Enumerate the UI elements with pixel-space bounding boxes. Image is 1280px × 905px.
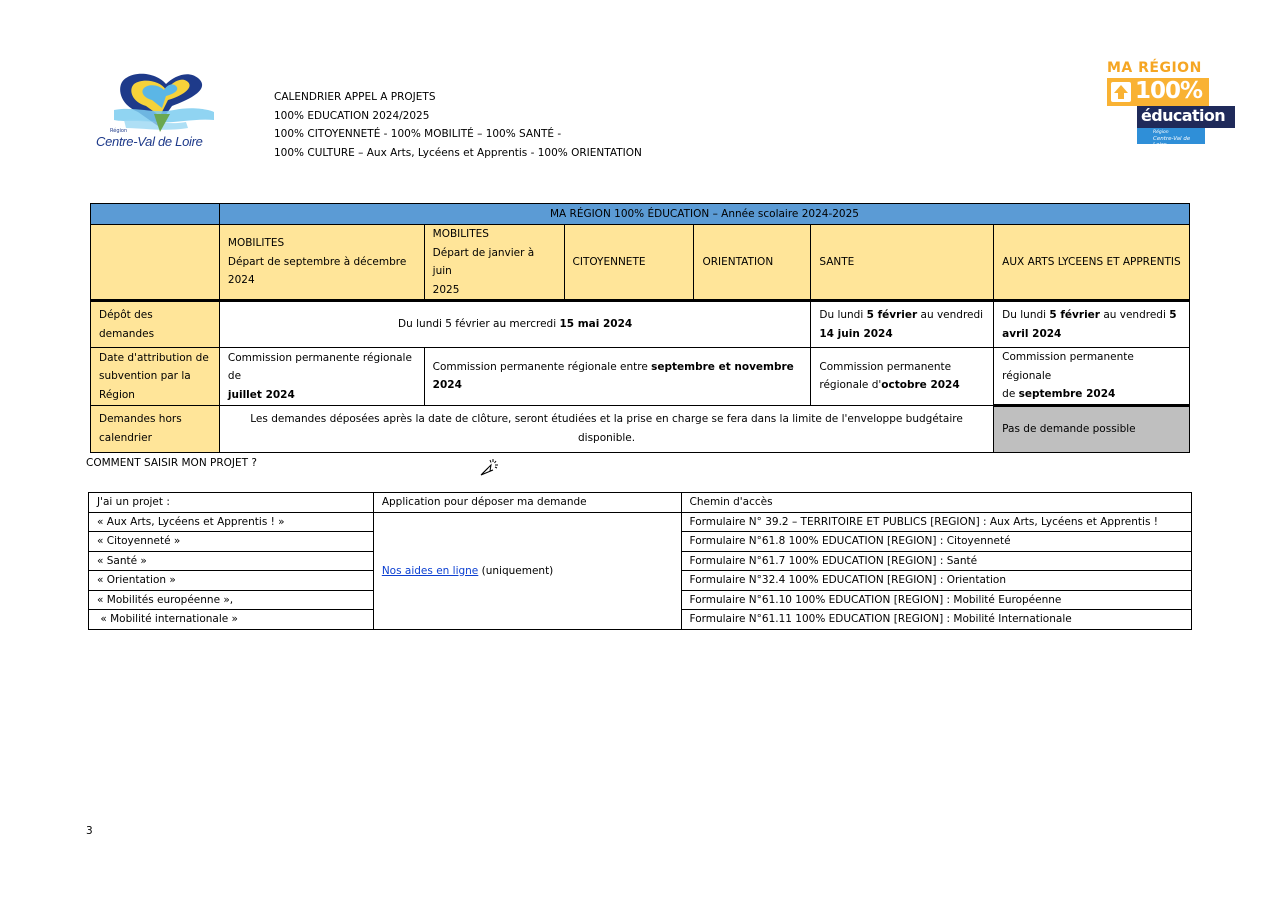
application-cell	[373, 512, 681, 629]
calendar-title-row	[91, 204, 1190, 225]
saisir-title: COMMENT SAISIR MON PROJET ?	[86, 457, 257, 469]
calendar-header-row	[91, 225, 1190, 301]
logo-education-block	[1137, 106, 1235, 128]
row-hors-calendrier	[91, 405, 1190, 452]
logo-region-name: Centre-Val de Loire	[96, 134, 203, 149]
header-line-1: CALENDRIER APPEL A PROJETS	[274, 91, 436, 103]
hors-arts-text: Pas de demande possible	[994, 405, 1190, 452]
header-projet: J'ai un projet :	[89, 493, 374, 513]
depot-arts-dates: Du lundi 5 février au vendredi 5 avril 2024	[994, 301, 1190, 348]
arrow-up-icon	[1111, 82, 1131, 102]
table-row	[89, 512, 1192, 532]
logo-region-label: Région	[110, 128, 128, 134]
document-header	[274, 88, 642, 162]
heart-logo-icon	[114, 70, 214, 136]
column-mobilites-jan: MOBILITES Départ de janvier à juin 2025	[424, 225, 564, 301]
calendar-header-empty	[91, 225, 220, 301]
chemin-cell: Formulaire N°32.4 100% EDUCATION [REGION] : Orientation	[681, 571, 1191, 591]
logo-ma-region: MA RÉGION	[1107, 60, 1202, 76]
attribution-sante: Commission permanente régionale d'octobre 2024	[811, 348, 994, 406]
depot-sante-dates: Du lundi 5 février au vendredi 14 juin 2024	[811, 301, 994, 348]
header-line-4: 100% CULTURE – Aux Arts, Lycéens et Apprentis - 100% ORIENTATION	[274, 146, 642, 159]
chemin-cell: Formulaire N°61.7 100% EDUCATION [REGION] : Santé	[681, 551, 1191, 571]
nos-aides-link[interactable]: Nos aides en ligne	[381, 564, 479, 577]
ma-region-education-logo	[1104, 60, 1236, 150]
depot-main-dates: Du lundi 5 février au mercredi 15 mai 2024	[219, 301, 810, 348]
projet-cell: « Orientation »	[89, 571, 374, 591]
chemin-cell: Formulaire N°61.8 100% EDUCATION [REGION] : Citoyenneté	[681, 532, 1191, 552]
column-sante: SANTE	[811, 225, 994, 301]
row-label-depot: Dépôt des demandes	[91, 301, 220, 348]
attribution-mobilites-sept: Commission permanente régionale de juillet 2024	[219, 348, 424, 406]
header-chemin: Chemin d'accès	[681, 493, 1191, 513]
projects-table	[88, 492, 1192, 630]
column-orientation: ORIENTATION	[694, 225, 811, 301]
logo-percent: 100%	[1135, 78, 1203, 104]
logo-region-strip	[1137, 128, 1205, 148]
column-citoyennete: CITOYENNETE	[564, 225, 694, 301]
calendar-table	[90, 203, 1190, 453]
row-depot	[91, 301, 1190, 348]
attribution-arts: Commission permanente régionale de septembre 2024	[994, 348, 1190, 406]
projet-cell: « Mobilités européenne »,	[89, 590, 374, 610]
projet-cell: « Mobilité internationale »	[89, 610, 374, 630]
row-attribution	[91, 348, 1190, 406]
column-aux-arts: AUX ARTS LYCEENS ET APPRENTIS	[994, 225, 1190, 301]
chemin-cell: Formulaire N° 39.2 – TERRITOIRE ET PUBLICS [REGION] : Aux Arts, Lycéens et Apprentis !	[681, 512, 1191, 532]
header-line-2: 100% EDUCATION 2024/2025	[274, 109, 430, 122]
projet-cell: « Citoyenneté »	[89, 532, 374, 552]
header-line-3: 100% CITOYENNETÉ - 100% MOBILITÉ – 100% SANTÉ -	[274, 128, 562, 140]
projects-header-row	[89, 493, 1192, 513]
logo-strip-name: Centre-Val de Loire	[1153, 136, 1191, 148]
calendar-title: MA RÉGION 100% ÉDUCATION – Année scolaire 2024-2025	[219, 204, 1189, 225]
attribution-main: Commission permanente régionale entre septembre et novembre 2024	[424, 348, 811, 406]
application-suffix: (uniquement)	[478, 564, 554, 577]
click-cursor-icon	[478, 456, 500, 478]
chemin-cell: Formulaire N°61.10 100% EDUCATION [REGION] : Mobilité Européenne	[681, 590, 1191, 610]
projet-cell: « Aux Arts, Lycéens et Apprentis ! »	[89, 512, 374, 532]
logo-education-word: éducation	[1141, 106, 1226, 125]
projet-cell: « Santé »	[89, 551, 374, 571]
row-label-attribution: Date d'attribution de subvention par la Région	[91, 348, 220, 406]
header-application: Application pour déposer ma demande	[373, 493, 681, 513]
region-logo	[92, 70, 212, 154]
column-mobilites-sept: MOBILITES Départ de septembre à décembre 2024	[219, 225, 424, 301]
logo-percent-block	[1107, 78, 1209, 106]
calendar-corner-cell	[91, 204, 220, 225]
hors-main-text: Les demandes déposées après la date de clôture, seront étudiées et la prise en charge se fera dans la limite de l'enveloppe budgétaire disponible.	[219, 405, 993, 452]
page-number: 3	[86, 825, 93, 837]
row-label-hors: Demandes hors calendrier	[91, 405, 220, 452]
chemin-cell: Formulaire N°61.11 100% EDUCATION [REGION] : Mobilité Internationale	[681, 610, 1191, 630]
logo-strip-region: Région	[1153, 130, 1169, 135]
